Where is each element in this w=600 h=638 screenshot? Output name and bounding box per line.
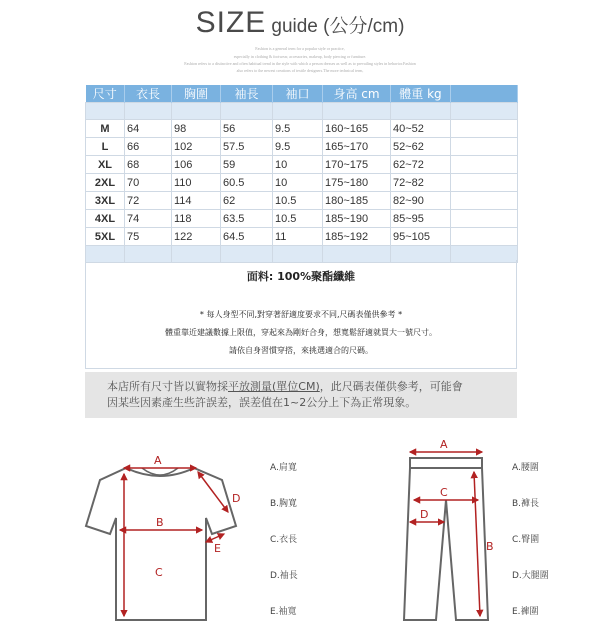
table-cell: 122 (172, 228, 221, 246)
table-cell: 59 (221, 156, 273, 174)
disclaimer-box (85, 372, 517, 418)
table-row (86, 120, 518, 138)
table-cell-blank (451, 210, 518, 228)
table-cell: 62~72 (391, 156, 451, 174)
header-chest: 胸圍 (172, 85, 221, 103)
shirt-legend-e: E.袖寬 (270, 607, 297, 617)
size-table (85, 85, 518, 263)
header-size: 尺寸 (86, 85, 125, 103)
note-line-1: * 每人身型不同,對穿著舒適度要求不同,尺碼表僅供參考 * (199, 310, 403, 319)
shirt-legend-b: B.胸寬 (270, 499, 298, 509)
fine-print-1: Fashion is a general term for a popular style or practice, (255, 46, 345, 51)
spacer-row (86, 103, 518, 120)
disclaimer-underlined: 平放測量(單位CM) (228, 380, 320, 393)
table-cell: 82~90 (391, 192, 451, 210)
table-header-row (86, 85, 518, 103)
table-cell: 75 (125, 228, 172, 246)
table-cell: 170~175 (323, 156, 391, 174)
measurement-diagram (0, 438, 600, 634)
title-guide: guide (公分/cm) (271, 16, 405, 37)
shirt-measure-d (198, 472, 228, 512)
table-cell: 64.5 (221, 228, 273, 246)
shirt-legend-d: D.袖長 (270, 571, 298, 581)
note-line-2: 體重靠近建議數據上限值，穿起來為剛好合身，想寬鬆舒適就買大一號尺寸。 (165, 328, 437, 337)
diagram-svg (0, 438, 600, 634)
size-label: 4XL (86, 210, 125, 228)
size-label: XL (86, 156, 125, 174)
table-cell: 52~62 (391, 138, 451, 156)
table-cell: 62 (221, 192, 273, 210)
shirt-legend-c: C.衣長 (270, 535, 298, 545)
table-cell: 110 (172, 174, 221, 192)
table-cell: 40~52 (391, 120, 451, 138)
shirt-mark-c: C (155, 566, 163, 579)
table-cell: 102 (172, 138, 221, 156)
table-cell: 10 (273, 156, 323, 174)
table-cell: 185~192 (323, 228, 391, 246)
table-row (86, 156, 518, 174)
table-cell: 68 (125, 156, 172, 174)
table-cell: 106 (172, 156, 221, 174)
shirt-mark-a: A (154, 454, 162, 467)
table-cell: 72~82 (391, 174, 451, 192)
pants-mark-b: B (486, 540, 494, 553)
table-cell: 11 (273, 228, 323, 246)
pants-measure-b (474, 472, 480, 616)
table-row (86, 228, 518, 246)
size-label: 3XL (86, 192, 125, 210)
table-cell-blank (451, 138, 518, 156)
disclaimer-text-c: 因某些因素產生些許誤差，誤差值在1~2公分上下為正常現象。 (107, 396, 417, 409)
pants-legend-a: A.腰圍 (512, 463, 539, 473)
pants-legend-d: D.大腿圍 (512, 571, 549, 581)
table-cell: 70 (125, 174, 172, 192)
table-cell-blank (451, 192, 518, 210)
table-cell-blank (451, 174, 518, 192)
table-cell: 60.5 (221, 174, 273, 192)
table-cell: 10.5 (273, 192, 323, 210)
size-label: 5XL (86, 228, 125, 246)
table-cell: 72 (125, 192, 172, 210)
table-cell: 180~185 (323, 192, 391, 210)
fine-print-4: also refers to the newest creations of textile designers.The more technical term, (236, 68, 364, 73)
table-cell: 63.5 (221, 210, 273, 228)
table-cell: 56 (221, 120, 273, 138)
header-cuff: 袖口 (273, 85, 323, 103)
table-cell: 175~180 (323, 174, 391, 192)
fabric-text: 面料: 100%聚酯纖維 (246, 270, 356, 283)
shirt-legend-a: A.肩寬 (270, 463, 297, 473)
pants-legend-e: E.褲圍 (512, 607, 539, 617)
table-cell: 118 (172, 210, 221, 228)
table-cell: 165~170 (323, 138, 391, 156)
table-cell: 64 (125, 120, 172, 138)
pants-mark-c: C (440, 486, 448, 499)
table-cell: 10.5 (273, 210, 323, 228)
header-sleeve-length: 袖長 (221, 85, 273, 103)
shirt-mark-e: E (214, 542, 221, 555)
title-size: SIZE (195, 6, 267, 39)
pants-mark-a: A (440, 438, 448, 451)
table-cell: 114 (172, 192, 221, 210)
table-cell-blank (451, 120, 518, 138)
shirt-mark-b: B (156, 516, 164, 529)
table-cell: 160~165 (323, 120, 391, 138)
size-label: M (86, 120, 125, 138)
size-label: 2XL (86, 174, 125, 192)
pants-mark-d: D (420, 508, 429, 521)
table-cell: 98 (172, 120, 221, 138)
note-line-3: 請依自身習慣穿搭，來挑選適合的尺碼。 (229, 346, 373, 355)
table-cell: 10 (273, 174, 323, 192)
table-cell: 185~190 (323, 210, 391, 228)
table-cell: 66 (125, 138, 172, 156)
size-label: L (86, 138, 125, 156)
fine-print-3: Fashion refers to a distinctive and often habitual trend in the style with which a person dresses as well as to prevailing styles in behavior.Fashion (184, 61, 416, 66)
shirt-measure-e (206, 534, 224, 542)
pants-illustration (404, 458, 488, 620)
table-cell-blank (451, 228, 518, 246)
disclaimer-text-b: ，此尺碼表僅供參考，可能會 (319, 380, 463, 393)
table-row (86, 174, 518, 192)
header-weight: 體重 kg (391, 85, 451, 103)
table-row (86, 138, 518, 156)
table-row (86, 210, 518, 228)
fine-print-2: especially in clothing & footwear, accessories, makeup, body piercing or furniture. (233, 54, 367, 59)
size-guide-title (0, 6, 600, 40)
table-row (86, 192, 518, 210)
table-cell: 85~95 (391, 210, 451, 228)
shirt-mark-d: D (232, 492, 241, 505)
notes (85, 306, 517, 360)
table-cell: 57.5 (221, 138, 273, 156)
header-height: 身高 cm (323, 85, 391, 103)
table-cell: 9.5 (273, 138, 323, 156)
header-blank (451, 85, 518, 103)
table-cell: 9.5 (273, 120, 323, 138)
header-length: 衣長 (125, 85, 172, 103)
table-cell: 74 (125, 210, 172, 228)
pants-legend-b: B.褲長 (512, 499, 540, 509)
table-cell: 95~105 (391, 228, 451, 246)
disclaimer-text-a: 本店所有尺寸皆以實物採 (107, 380, 228, 393)
table-cell-blank (451, 156, 518, 174)
pants-legend-c: C.臀圍 (512, 535, 540, 545)
